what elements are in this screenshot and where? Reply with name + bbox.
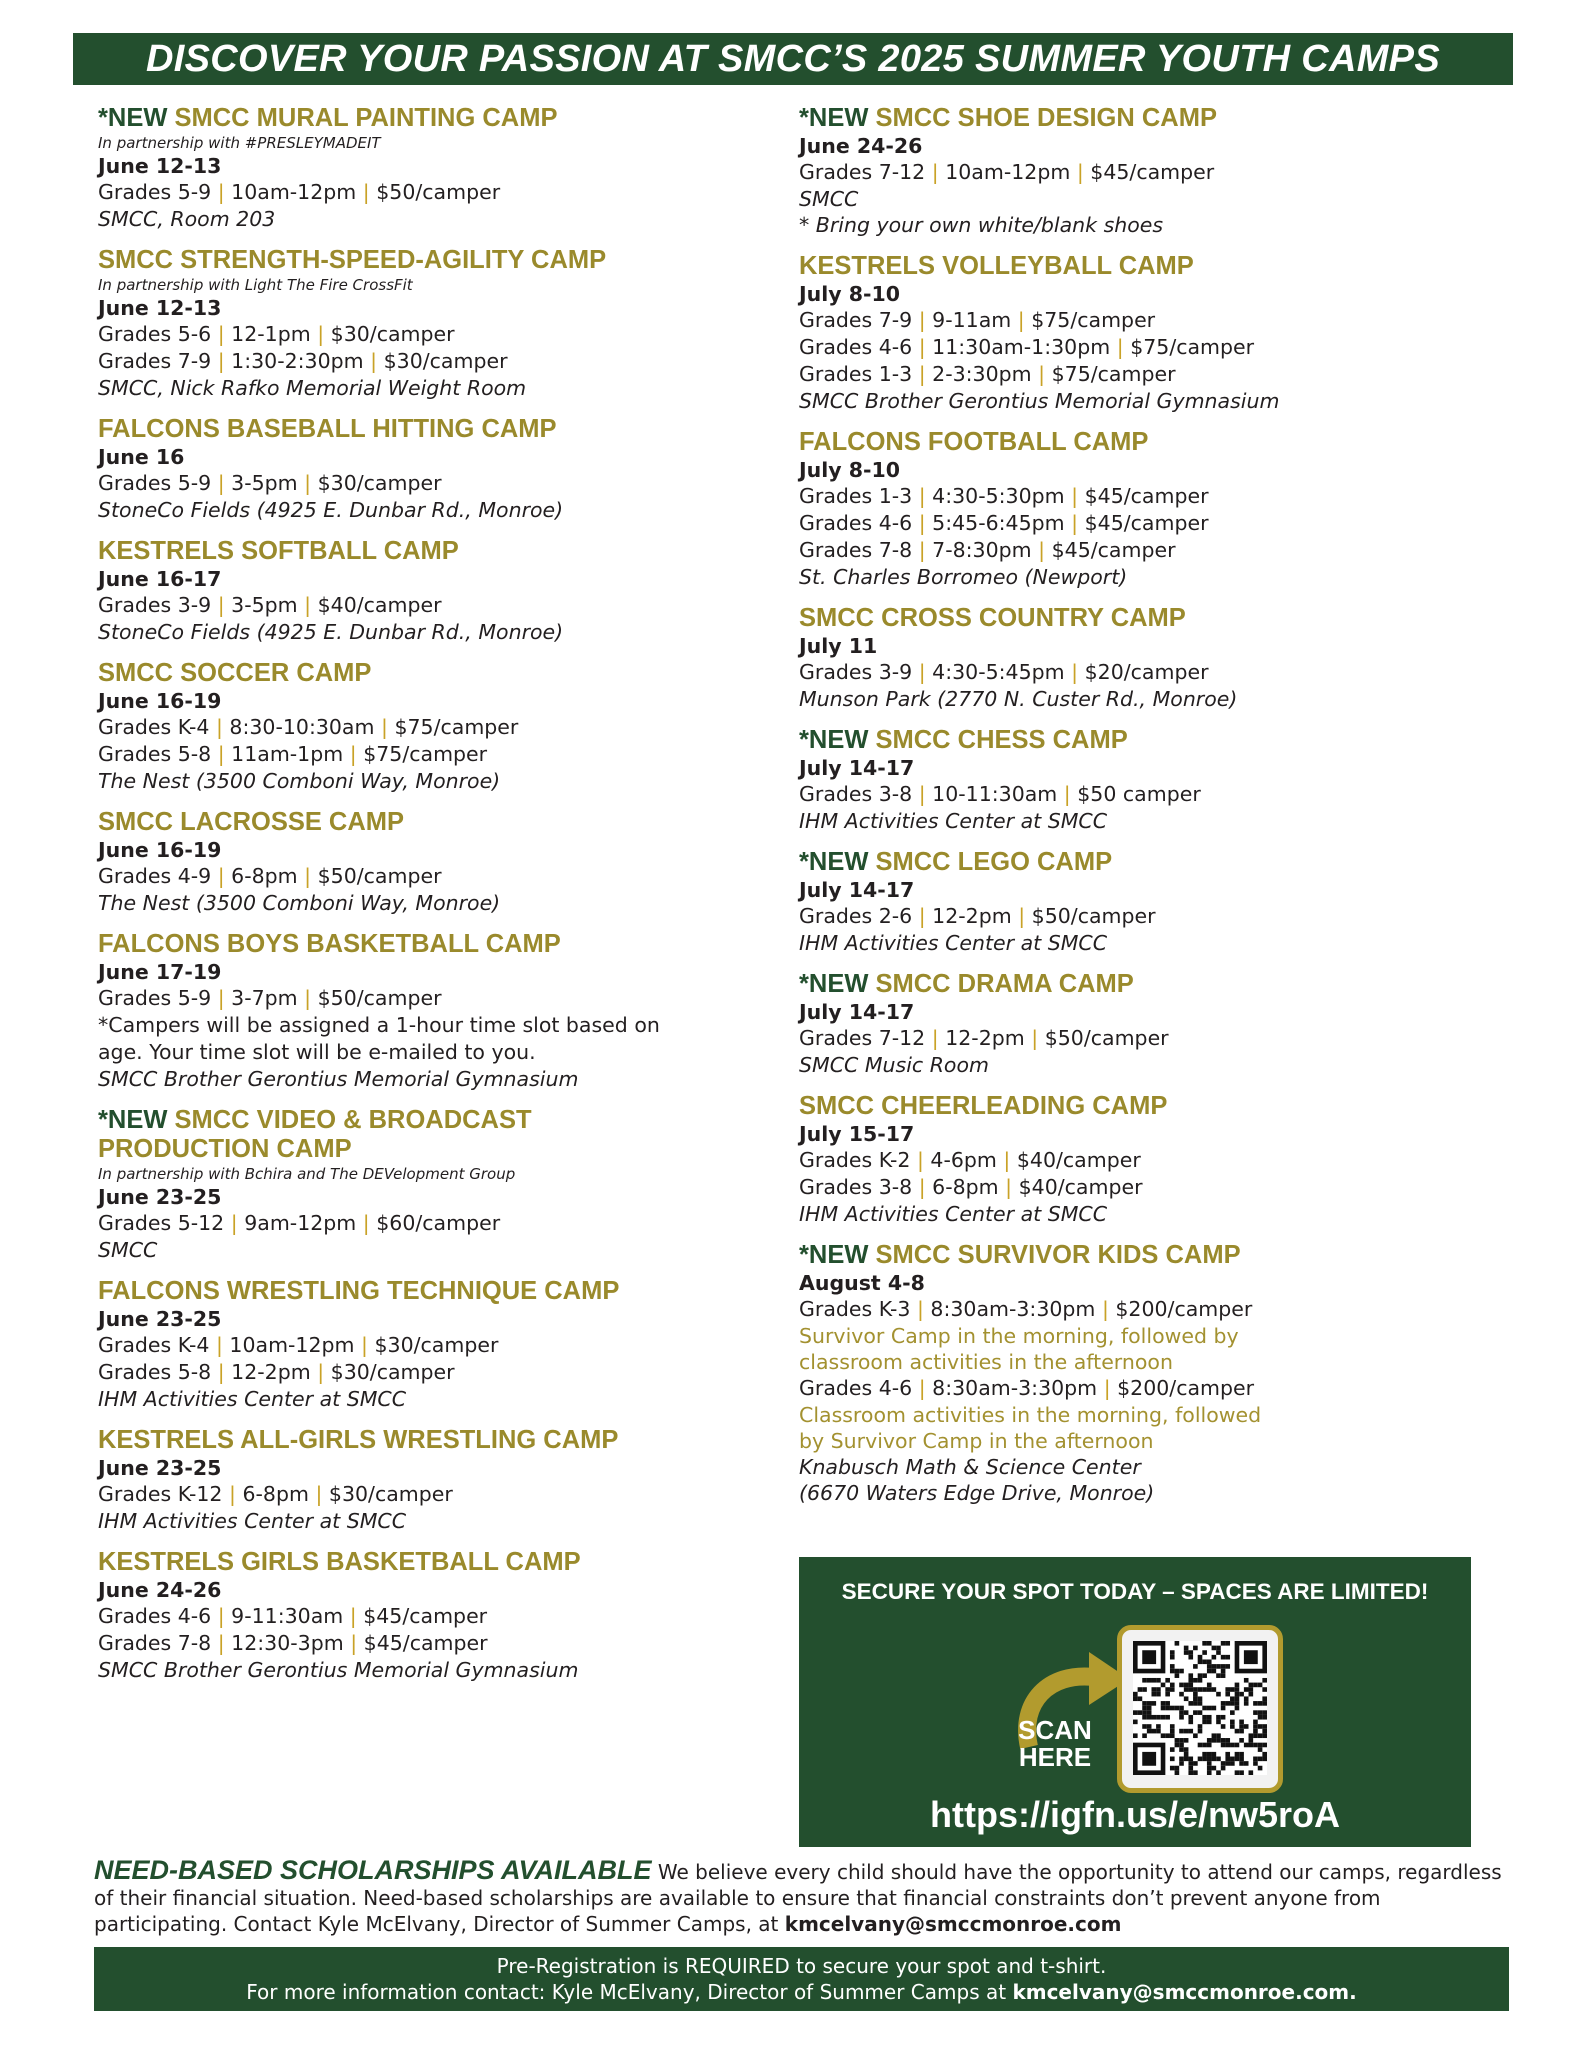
callout-heading: SECURE YOUR SPOT TODAY – SPACES ARE LIMITED! bbox=[841, 1579, 1429, 1604]
camp-location: The Nest (3500 Comboni Way, Monroe) bbox=[98, 769, 501, 793]
camp-location: SMCC bbox=[799, 187, 859, 211]
camp-title: SMCC LACROSSE CAMP bbox=[98, 808, 405, 836]
camp-location: SMCC Music Room bbox=[799, 1053, 989, 1077]
footer-line-1: Pre-Registration is REQUIRED to secure your spot and t-shirt. bbox=[496, 1954, 1107, 1978]
camp-date: July 14-17 bbox=[799, 1000, 915, 1024]
camp-date: June 23-25 bbox=[98, 1185, 222, 1209]
camp-date: August 4-8 bbox=[799, 1271, 925, 1295]
camp-title: FALCONS FOOTBALL CAMP bbox=[799, 428, 1149, 456]
camp-schedule-line: Grades 5-8 | 12-2pm | $30/camper bbox=[98, 1360, 455, 1384]
camp-date: July 14-17 bbox=[799, 878, 915, 902]
camp-description: Survivor Camp in the morning, followed by classroom activities in the afternoon bbox=[799, 1324, 1239, 1374]
camp-title: SMCC STRENGTH-SPEED-AGILITY CAMP bbox=[98, 246, 607, 274]
camp-date: June 24-26 bbox=[799, 134, 923, 158]
camp-entry bbox=[98, 415, 758, 523]
registration-url[interactable]: https://igfn.us/e/nw5roA bbox=[930, 1794, 1340, 1835]
camp-survivor-kids bbox=[799, 1241, 1479, 1506]
camp-schedule-line: Grades 4-6 | 8:30am-3:30pm | $200/camper bbox=[799, 1376, 1255, 1400]
camp-partner: In partnership with #PRESLEYMADEIT bbox=[98, 134, 381, 152]
camp-entry bbox=[799, 1092, 1479, 1227]
camp-entry bbox=[98, 104, 758, 232]
new-prefix: *NEW bbox=[799, 848, 869, 876]
camp-schedule-line: Grades 5-6 | 12-1pm | $30/camper bbox=[98, 322, 455, 346]
camp-note: *Campers will be assigned a 1-hour time slot based on age. Your time slot will be e-mailed to you. bbox=[98, 1013, 660, 1064]
camp-schedule-line: Grades K-4 | 10am-12pm | $30/camper bbox=[98, 1333, 499, 1357]
camp-schedule-line: Grades 7-8 | 7-8:30pm | $45/camper bbox=[799, 538, 1176, 562]
camp-schedule-line: Grades 2-6 | 12-2pm | $50/camper bbox=[799, 904, 1156, 928]
camp-title: KESTRELS GIRLS BASKETBALL CAMP bbox=[98, 1548, 581, 1576]
camp-schedule-line: Grades 5-9 | 3-7pm | $50/camper bbox=[98, 986, 442, 1010]
camp-entry bbox=[799, 848, 1479, 956]
camp-entry bbox=[98, 930, 758, 1092]
camp-location: IHM Activities Center at SMCC bbox=[98, 1509, 407, 1533]
scholarship-email[interactable]: kmcelvany@smccmonroe.com bbox=[784, 1912, 1122, 1936]
footer-line-2: For more information contact: Kyle McElvany, Director of Summer Camps at kmcelvany@smccmonroe.com. bbox=[246, 1980, 1357, 2004]
camp-date: June 12-13 bbox=[98, 296, 222, 320]
camp-entry bbox=[799, 726, 1479, 834]
camp-location: (6670 Waters Edge Drive, Monroe) bbox=[799, 1481, 1155, 1505]
camp-title: *NEW SMCC CHESS CAMP bbox=[799, 726, 1128, 754]
camp-entry bbox=[98, 537, 758, 645]
camp-title: FALCONS BOYS BASKETBALL CAMP bbox=[98, 930, 561, 958]
camp-schedule-line: Grades 7-8 | 12:30-3pm | $45/camper bbox=[98, 1631, 488, 1655]
camp-schedule-line: Grades 4-6 | 11:30am-1:30pm | $75/camper bbox=[799, 335, 1255, 359]
scholarship-section bbox=[94, 1857, 1509, 1937]
camp-location: SMCC, Nick Rafko Memorial Weight Room bbox=[98, 376, 527, 400]
registration-callout bbox=[799, 1557, 1471, 1847]
right-column bbox=[799, 104, 1479, 1520]
camp-entry bbox=[98, 246, 758, 401]
qr-code[interactable] bbox=[1117, 1625, 1283, 1793]
camp-date: June 16-17 bbox=[98, 567, 222, 591]
camp-date: June 24-26 bbox=[98, 1578, 222, 1602]
camp-location: Knabusch Math & Science Center bbox=[799, 1455, 1141, 1479]
camp-date: July 14-17 bbox=[799, 756, 915, 780]
camp-date: July 15-17 bbox=[799, 1122, 915, 1146]
camp-schedule-line: Grades 5-12 | 9am-12pm | $60/camper bbox=[98, 1211, 501, 1235]
camp-entry bbox=[799, 252, 1479, 414]
camp-title: *NEW SMCC VIDEO & BROADCAST PRODUCTION CAMP bbox=[98, 1106, 532, 1163]
footer-bar bbox=[94, 1947, 1509, 2011]
camp-entry bbox=[799, 970, 1479, 1078]
camp-schedule-line: Grades 3-9 | 3-5pm | $40/camper bbox=[98, 593, 442, 617]
new-prefix: *NEW bbox=[98, 104, 168, 132]
camp-title: SMCC CHEERLEADING CAMP bbox=[799, 1092, 1168, 1120]
camp-schedule-line: Grades 1-3 | 4:30-5:30pm | $45/camper bbox=[799, 484, 1209, 508]
camp-schedule-line: Grades 5-8 | 11am-1pm | $75/camper bbox=[98, 742, 488, 766]
camp-location: SMCC bbox=[98, 1238, 158, 1262]
scholarship-heading: NEED-BASED SCHOLARSHIPS AVAILABLE bbox=[94, 1855, 652, 1885]
camp-entry bbox=[799, 604, 1479, 712]
camp-location: IHM Activities Center at SMCC bbox=[799, 931, 1108, 955]
camp-location: The Nest (3500 Comboni Way, Monroe) bbox=[98, 891, 501, 915]
camp-location: SMCC Brother Gerontius Memorial Gymnasium bbox=[98, 1658, 579, 1682]
new-prefix: *NEW bbox=[799, 104, 869, 132]
camp-title: FALCONS WRESTLING TECHNIQUE CAMP bbox=[98, 1277, 620, 1305]
camp-schedule-line: Grades 7-9 | 1:30-2:30pm | $30/camper bbox=[98, 349, 508, 373]
camp-location: SMCC Brother Gerontius Memorial Gymnasium bbox=[98, 1067, 579, 1091]
camp-entry bbox=[799, 428, 1479, 590]
camp-location: IHM Activities Center at SMCC bbox=[98, 1387, 407, 1411]
camp-date: July 8-10 bbox=[799, 458, 901, 482]
camp-date: July 8-10 bbox=[799, 282, 901, 306]
camp-partner: In partnership with Light The Fire CrossFit bbox=[98, 276, 413, 294]
camp-entry bbox=[98, 1548, 758, 1683]
left-column bbox=[98, 104, 758, 1697]
camp-entry bbox=[98, 659, 758, 794]
camp-title: KESTRELS ALL-GIRLS WRESTLING CAMP bbox=[98, 1426, 619, 1454]
camp-date: July 11 bbox=[799, 634, 878, 658]
camp-schedule-line: Grades 1-3 | 2-3:30pm | $75/camper bbox=[799, 362, 1176, 386]
camp-title: *NEW SMCC DRAMA CAMP bbox=[799, 970, 1134, 998]
footer-email[interactable]: kmcelvany@smccmonroe.com. bbox=[1012, 1980, 1357, 2004]
camp-location: SMCC, Room 203 bbox=[98, 207, 276, 231]
camp-schedule-line: Grades K-12 | 6-8pm | $30/camper bbox=[98, 1482, 453, 1506]
camp-title: *NEW SMCC LEGO CAMP bbox=[799, 848, 1113, 876]
camp-schedule-line: Grades K-4 | 8:30-10:30am | $75/camper bbox=[98, 715, 519, 739]
camp-title: FALCONS BASEBALL HITTING CAMP bbox=[98, 415, 557, 443]
camp-title: KESTRELS SOFTBALL CAMP bbox=[98, 537, 459, 565]
camp-schedule-line: Grades 3-8 | 10-11:30am | $50 camper bbox=[799, 782, 1201, 806]
camp-entry bbox=[98, 1426, 758, 1534]
camp-date: June 16-19 bbox=[98, 689, 222, 713]
camp-schedule-line: Grades 4-9 | 6-8pm | $50/camper bbox=[98, 864, 442, 888]
camp-title: KESTRELS VOLLEYBALL CAMP bbox=[799, 252, 1194, 280]
camp-schedule-line: Grades 5-9 | 3-5pm | $30/camper bbox=[98, 471, 442, 495]
camp-location: St. Charles Borromeo (Newport) bbox=[799, 565, 1128, 589]
camp-title: SMCC CROSS COUNTRY CAMP bbox=[799, 604, 1186, 632]
qr-code-icon bbox=[1133, 1641, 1267, 1775]
camp-date: June 12-13 bbox=[98, 154, 222, 178]
camp-date: June 23-25 bbox=[98, 1456, 222, 1480]
new-prefix: *NEW bbox=[799, 726, 869, 754]
camp-schedule-line: Grades K-3 | 8:30am-3:30pm | $200/camper bbox=[799, 1297, 1253, 1321]
camp-date: June 16-19 bbox=[98, 838, 222, 862]
camp-schedule-line: Grades 5-9 | 10am-12pm | $50/camper bbox=[98, 180, 501, 204]
camp-schedule-line: Grades K-2 | 4-6pm | $40/camper bbox=[799, 1148, 1141, 1172]
new-prefix: *NEW bbox=[799, 1241, 869, 1269]
camp-location: Munson Park (2770 N. Custer Rd., Monroe) bbox=[799, 687, 1238, 711]
scan-here-label: SCAN HERE bbox=[1018, 1715, 1092, 1772]
camp-location: IHM Activities Center at SMCC bbox=[799, 1202, 1108, 1226]
camp-title: *NEW SMCC SURVIVOR KIDS CAMP bbox=[799, 1241, 1241, 1269]
camp-partner: In partnership with Bchira and The DEVelopment Group bbox=[98, 1165, 516, 1183]
camp-entry bbox=[98, 1277, 758, 1412]
camp-schedule-line: Grades 7-12 | 10am-12pm | $45/camper bbox=[799, 160, 1215, 184]
camp-entry bbox=[799, 104, 1479, 238]
camp-note: * Bring your own white/blank shoes bbox=[799, 213, 1164, 237]
camp-title: *NEW SMCC MURAL PAINTING CAMP bbox=[98, 104, 558, 132]
camp-schedule-line: Grades 7-12 | 12-2pm | $50/camper bbox=[799, 1026, 1169, 1050]
page-banner: DISCOVER YOUR PASSION AT SMCC’S 2025 SUMMER YOUTH CAMPS bbox=[73, 33, 1513, 85]
camp-description: Classroom activities in the morning, followed by Survivor Camp in the afternoon bbox=[799, 1403, 1262, 1453]
camp-title: SMCC SOCCER CAMP bbox=[98, 659, 372, 687]
camp-date: June 17-19 bbox=[98, 960, 222, 984]
new-prefix: *NEW bbox=[98, 1106, 168, 1134]
camp-schedule-line: Grades 7-9 | 9-11am | $75/camper bbox=[799, 308, 1156, 332]
camp-schedule-line: Grades 4-6 | 9-11:30am | $45/camper bbox=[98, 1604, 488, 1628]
camp-entry bbox=[98, 808, 758, 916]
camp-schedule-line: Grades 3-8 | 6-8pm | $40/camper bbox=[799, 1175, 1143, 1199]
camp-entry bbox=[98, 1106, 758, 1263]
camp-date: June 23-25 bbox=[98, 1307, 222, 1331]
scholarship-body: We believe every child should have the opportunity to attend our camps, regardless of their financial situation. Need-based scholarships are available to ensure that financial constraints don’t prevent anyone from participating. Contact Kyle McElvany, Director of Summer Camps, at bbox=[94, 1860, 1502, 1936]
camp-title: *NEW SMCC SHOE DESIGN CAMP bbox=[799, 104, 1217, 132]
camp-schedule-line: Grades 4-6 | 5:45-6:45pm | $45/camper bbox=[799, 511, 1209, 535]
camp-schedule-line: Grades 3-9 | 4:30-5:45pm | $20/camper bbox=[799, 660, 1209, 684]
new-prefix: *NEW bbox=[799, 970, 869, 998]
camp-location: IHM Activities Center at SMCC bbox=[799, 809, 1108, 833]
camp-date: June 16 bbox=[98, 445, 185, 469]
camp-location: StoneCo Fields (4925 E. Dunbar Rd., Monroe) bbox=[98, 498, 564, 522]
camp-location: StoneCo Fields (4925 E. Dunbar Rd., Monroe) bbox=[98, 620, 564, 644]
camp-location: SMCC Brother Gerontius Memorial Gymnasium bbox=[799, 389, 1280, 413]
